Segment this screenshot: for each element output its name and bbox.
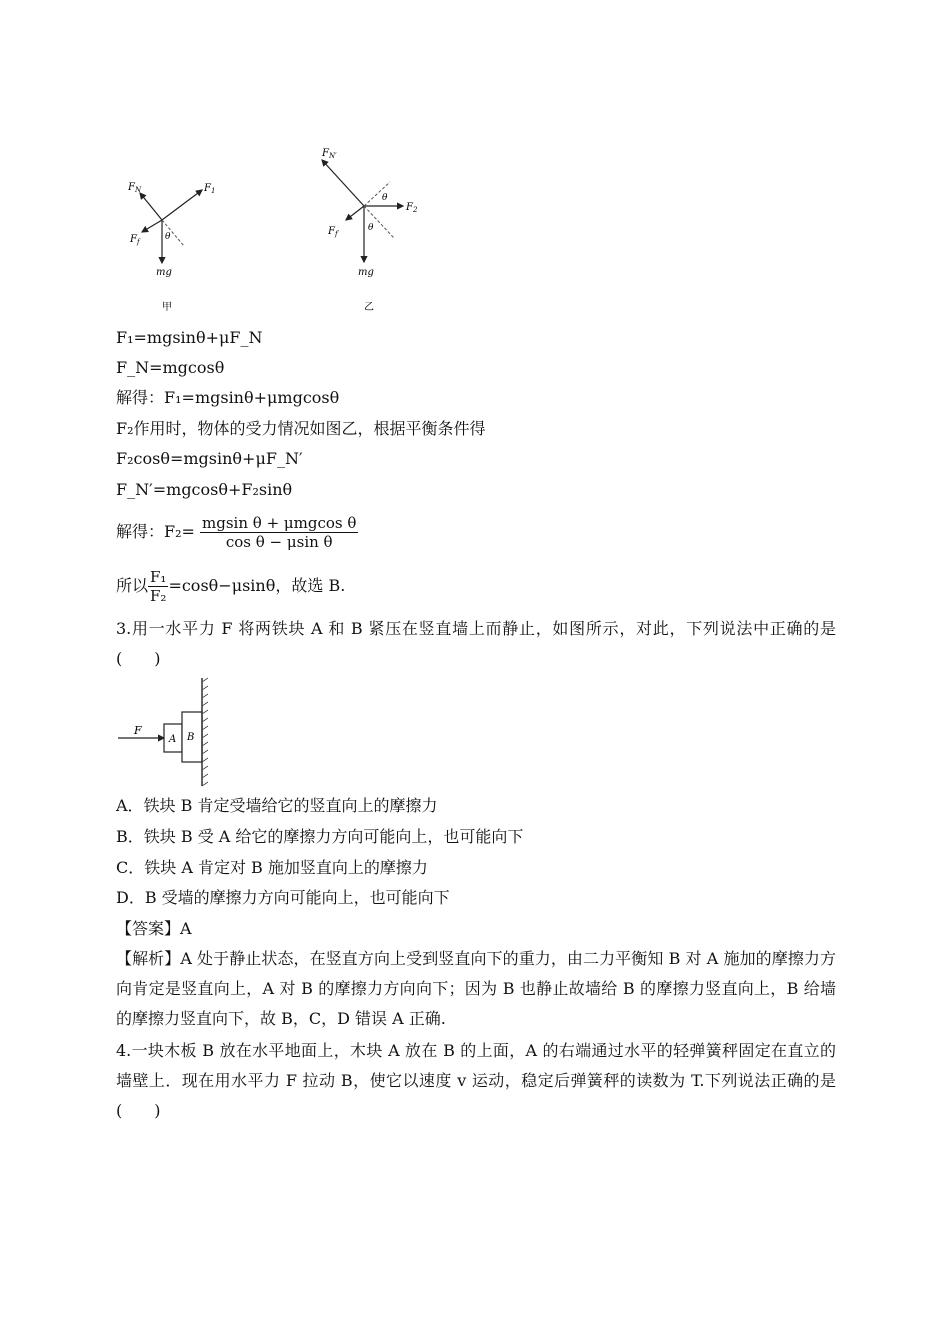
answer: 【答案】A [116, 919, 192, 938]
force-diagrams [110, 138, 440, 318]
label-ff: $F_f$ [130, 234, 140, 246]
caption-jia: 甲 [162, 302, 172, 313]
question-4-stem: 4.一块木板 B 放在水平地面上，木块 A 放在 B 的上面，A 的右端通过水平的轻弹簧秤固定在直立的墙壁上．现在用水平力 F 拉动 B，使它以速度 v 运动，稳定后弹簧秤的读数为 T.下列说法正确的是( ) [116, 1041, 836, 1120]
label-block-b: B [187, 732, 195, 743]
equation-solve-f2: 解得：F₂= $\frac{\text{mgsin θ + μmgcos θ}}{\text{cos θ − μsin θ}}$ [116, 514, 357, 551]
equation-f2-balance: F₂cosθ=mgsinθ+μF_N′ [116, 449, 303, 468]
equation-solve-f1: 解得：F₁=mgsinθ+μmgcosθ [116, 388, 340, 407]
label-block-a: A [169, 734, 177, 745]
fraction-f2: $\frac{\text{mgsin θ + μmgcos θ}}{\text{cos θ − μsin θ}}$ [202, 514, 357, 551]
option-d: D．B 受墙的摩擦力方向可能向上，也可能向下 [116, 888, 450, 907]
label-theta-lower: θ [368, 223, 374, 233]
analysis: 【解析】A 处于静止状态，在竖直方向上受到竖直向下的重力，由二力平衡知 B 对 A 施加的摩擦力方向肯定是竖直向上，A 对 B 的摩擦力方向向下；因为 B 也静止故墙给 B 的摩擦力竖直向上，B 给墙的摩擦力竖直向下，故 B，C，D 错误 A 正确. [116, 949, 836, 1028]
equation-f1: F₁=mgsinθ+μF_N [116, 328, 263, 347]
label-theta-upper: θ [382, 193, 388, 203]
equation-fn: F_N=mgcosθ [116, 358, 225, 377]
caption-yi: 乙 [364, 302, 374, 313]
label-ff-prime: $F_{f'}$ [328, 226, 340, 238]
label-mg: mg [156, 267, 172, 278]
equation-fn-prime: F_N′=mgcosθ+F₂sinθ [116, 480, 293, 499]
label-theta: θ [165, 232, 171, 242]
label-fn-prime: $F_{N'}$ [322, 148, 337, 160]
label-force-f: F [134, 724, 142, 737]
diagram-jia [127, 182, 215, 313]
equation-ratio: 所以 $\frac{\text{F₁}}{\text{F₂}}$ =cosθ−μsinθ，故选 B. [116, 568, 346, 605]
text-f2-condition: F₂作用时，物体的受力情况如图乙，根据平衡条件得 [116, 419, 486, 438]
label-f1: $F_1$ [204, 183, 216, 195]
diagram-yi [321, 148, 418, 313]
option-c: C．铁块 A 肯定对 B 施加竖直向上的摩擦力 [116, 858, 428, 877]
blocks-wall-figure [114, 676, 214, 788]
label-mg-right: mg [358, 267, 374, 278]
label-f2: $F_2$ [406, 202, 418, 214]
fraction-ratio: $\frac{\text{F₁}}{\text{F₂}}$ [150, 568, 167, 605]
option-a: A．铁块 B 肯定受墙给它的竖直向上的摩擦力 [116, 796, 438, 815]
question-3-stem: 3.用一水平力 F 将两铁块 A 和 B 紧压在竖直墙上而静止，如图所示，对此，下列说法中正确的是( ) [116, 619, 836, 668]
label-fn: $F_N$ [128, 182, 142, 194]
option-b: B．铁块 B 受 A 给它的摩擦力方向可能向上，也可能向下 [116, 827, 524, 846]
